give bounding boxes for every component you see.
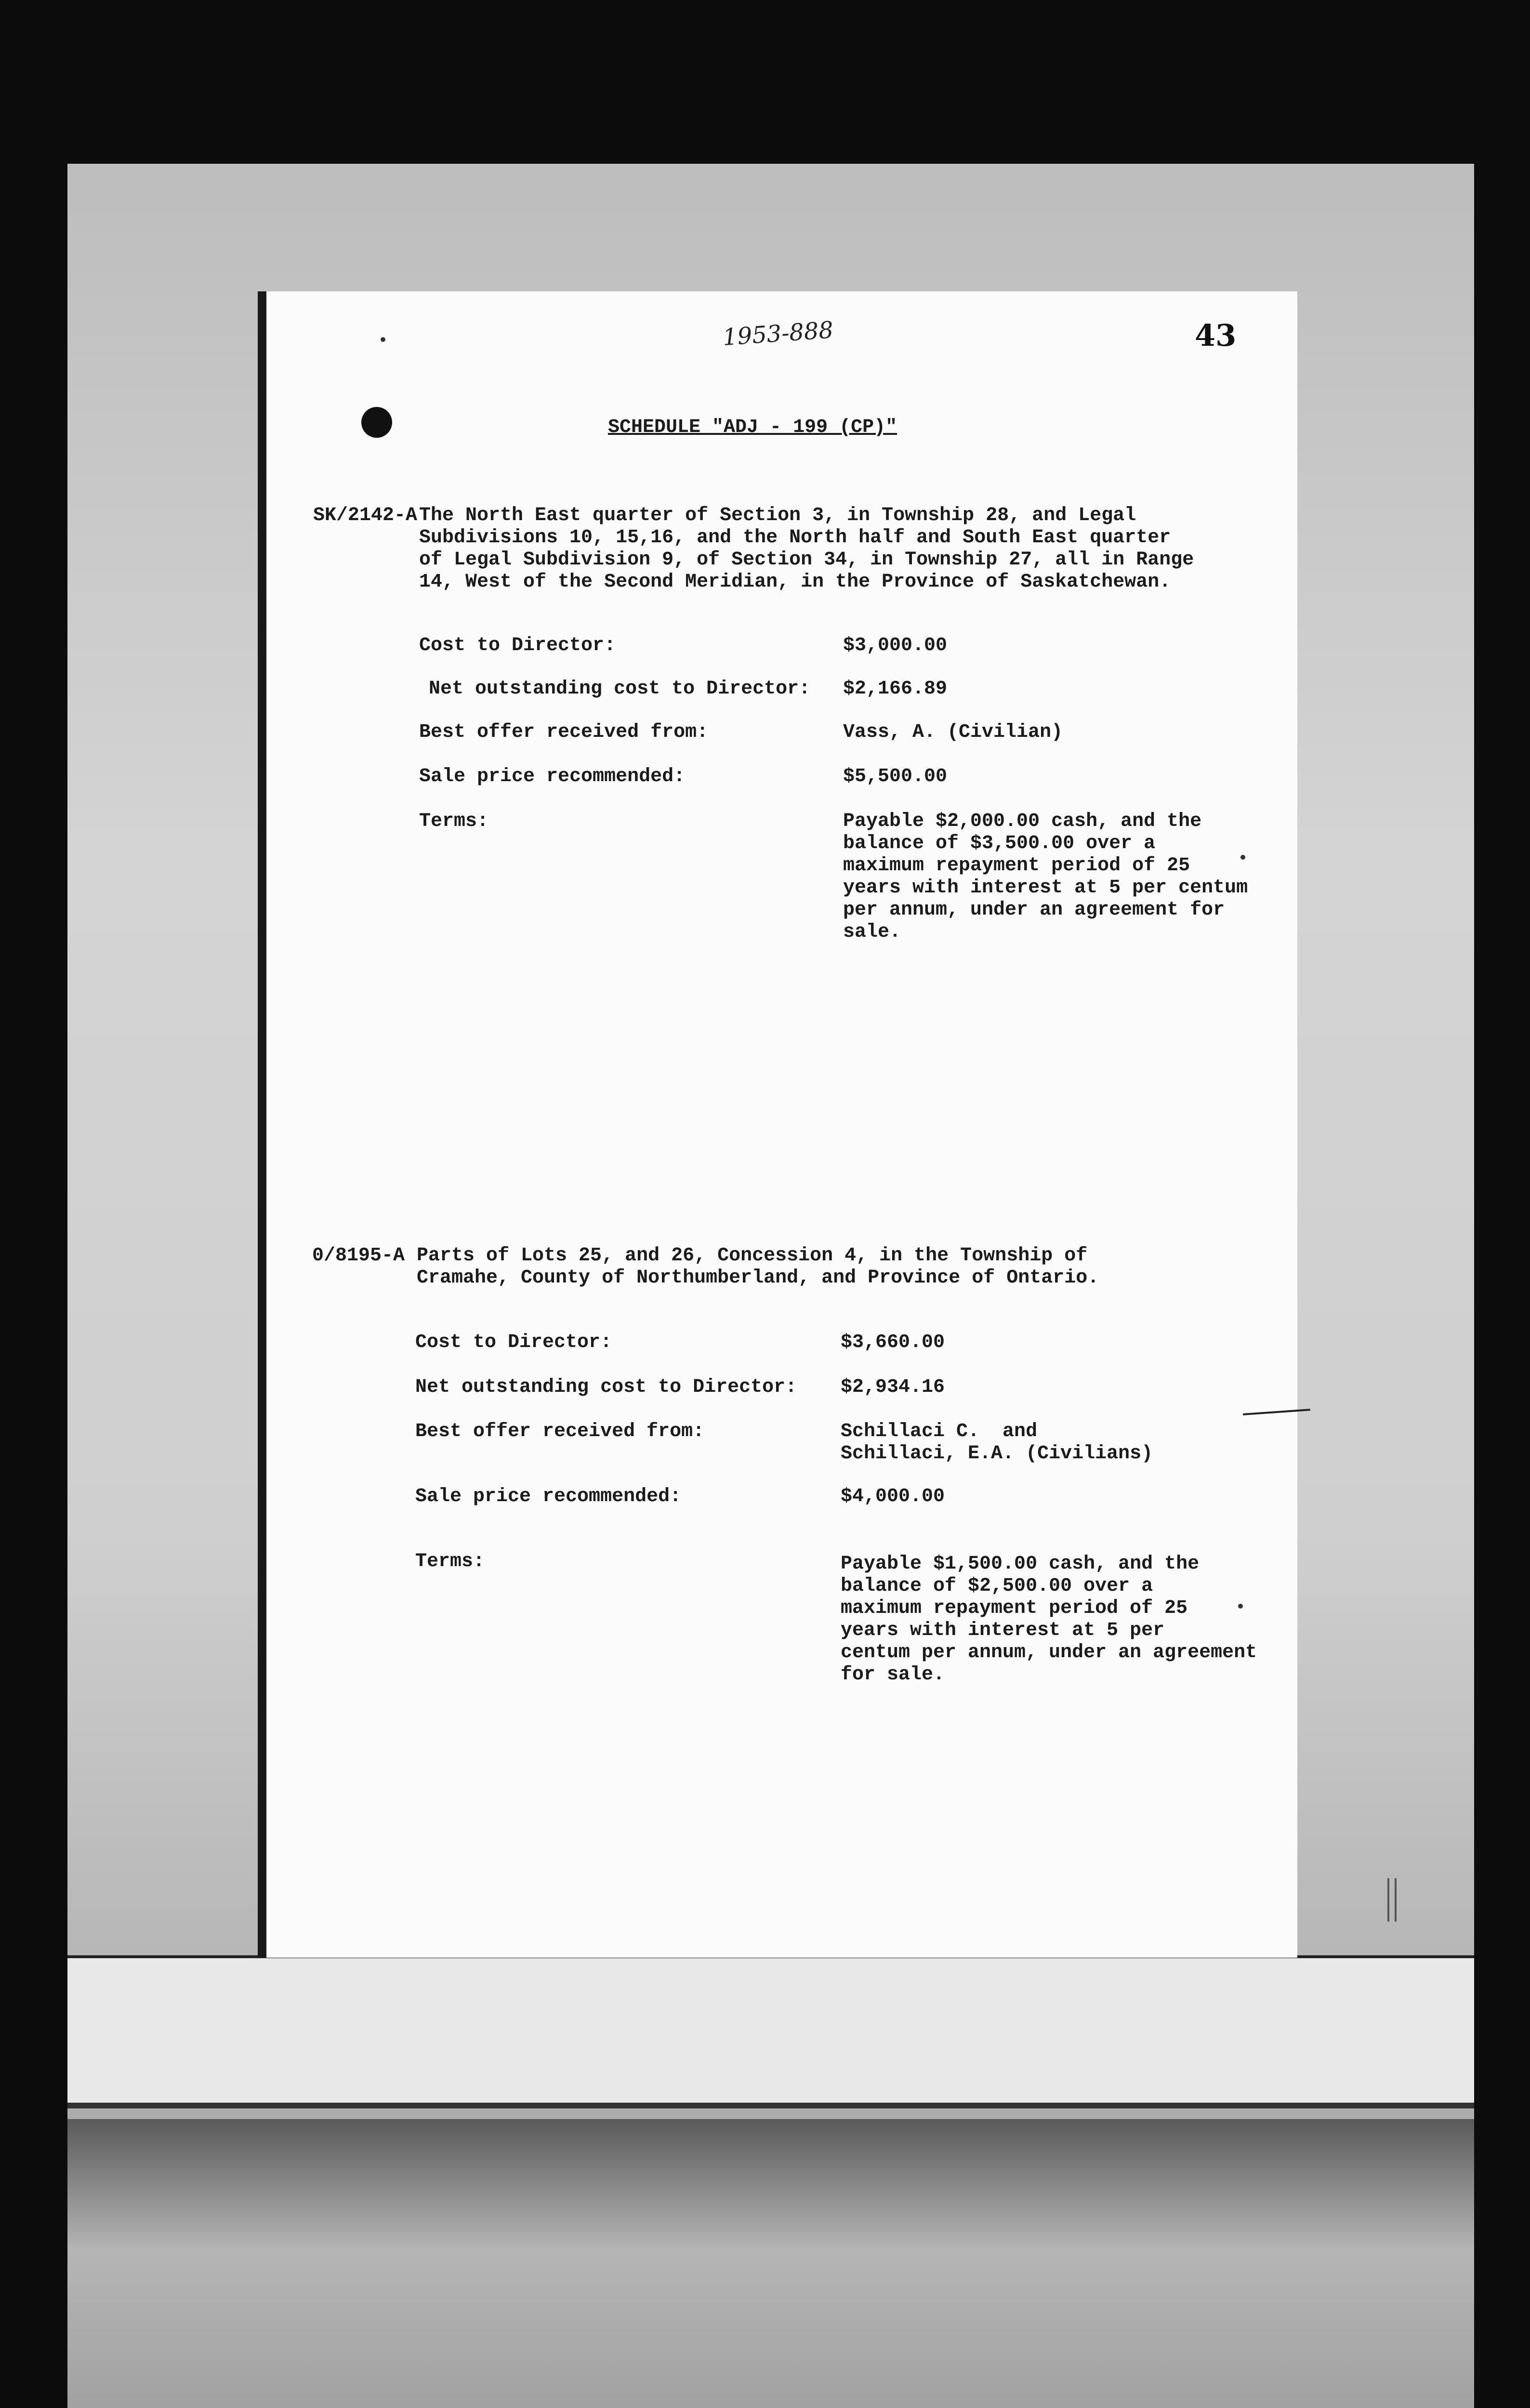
- description-line: Parts of Lots 25, and 26, Concession 4, in the Township of: [417, 1245, 1088, 1267]
- entry-file-number: SK/2142-A: [313, 505, 418, 526]
- terms-line: balance of $2,500.00 over a: [841, 1575, 1153, 1597]
- board-bottom-band: [67, 1955, 1474, 2108]
- sale-price-label: Sale price recommended:: [415, 1486, 682, 1507]
- terms-line: sale.: [843, 921, 901, 943]
- terms-label: Terms:: [415, 1551, 485, 1572]
- best-offer-value: Schillaci, E.A. (Civilians): [841, 1443, 1153, 1465]
- page-number: 43: [1195, 318, 1237, 353]
- ink-dot: [381, 337, 385, 342]
- sale-price-value: $5,500.00: [843, 766, 948, 787]
- sale-price-label: Sale price recommended:: [419, 766, 686, 787]
- punch-hole-icon: [361, 407, 392, 438]
- description-line: Subdivisions 10, 15,16, and the North half and South East quarter: [419, 527, 1171, 549]
- terms-line: years with interest at 5 per: [841, 1620, 1165, 1641]
- net-cost-label: Net outstanding cost to Director:: [415, 1376, 797, 1398]
- net-cost-label: Net outstanding cost to Director:: [429, 678, 811, 700]
- cost-label: Cost to Director:: [415, 1332, 612, 1353]
- terms-line: Payable $2,000.00 cash, and the: [843, 811, 1202, 832]
- edge-mark: [1387, 1878, 1389, 1922]
- best-offer-label: Best offer received from:: [415, 1421, 705, 1442]
- best-offer-value: Vass, A. (Civilian): [843, 721, 1063, 743]
- best-offer-value: Schillaci C. and: [841, 1421, 1038, 1442]
- handwritten-reference: 1953-888: [722, 316, 834, 351]
- net-cost-value: $2,166.89: [843, 678, 948, 700]
- net-cost-value: $2,934.16: [841, 1376, 945, 1398]
- terms-line: Payable $1,500.00 cash, and the: [841, 1553, 1200, 1575]
- ink-dot: [1240, 855, 1245, 860]
- terms-line: balance of $3,500.00 over a: [843, 833, 1156, 854]
- terms-line: years with interest at 5 per centum: [843, 877, 1248, 899]
- description-line: 14, West of the Second Meridian, in the Province of Saskatchewan.: [419, 571, 1171, 593]
- cost-value: $3,660.00: [841, 1332, 945, 1353]
- cost-value: $3,000.00: [843, 635, 948, 656]
- description-line: of Legal Subdivision 9, of Section 34, in Township 27, all in Range: [419, 549, 1194, 571]
- board-lower-area: [67, 2119, 1474, 2408]
- sale-price-value: $4,000.00: [841, 1486, 945, 1507]
- terms-label: Terms:: [419, 811, 489, 832]
- description-line: The North East quarter of Section 3, in Township 28, and Legal: [419, 505, 1136, 526]
- terms-line: centum per annum, under an agreement: [841, 1642, 1257, 1663]
- cost-label: Cost to Director:: [419, 635, 616, 656]
- edge-mark: [1395, 1878, 1397, 1922]
- terms-line: maximum repayment period of 25: [843, 855, 1190, 877]
- entry-file-number: 0/8195-A: [312, 1245, 405, 1267]
- description-line: Cramahe, County of Northumberland, and Province of Ontario.: [417, 1267, 1099, 1289]
- terms-line: for sale.: [841, 1664, 945, 1686]
- terms-line: per annum, under an agreement for: [843, 899, 1225, 921]
- schedule-title: SCHEDULE "ADJ - 199 (CP)": [608, 417, 897, 438]
- terms-line: maximum repayment period of 25: [841, 1597, 1188, 1619]
- best-offer-label: Best offer received from:: [419, 721, 709, 743]
- ink-dot: [1238, 1604, 1243, 1609]
